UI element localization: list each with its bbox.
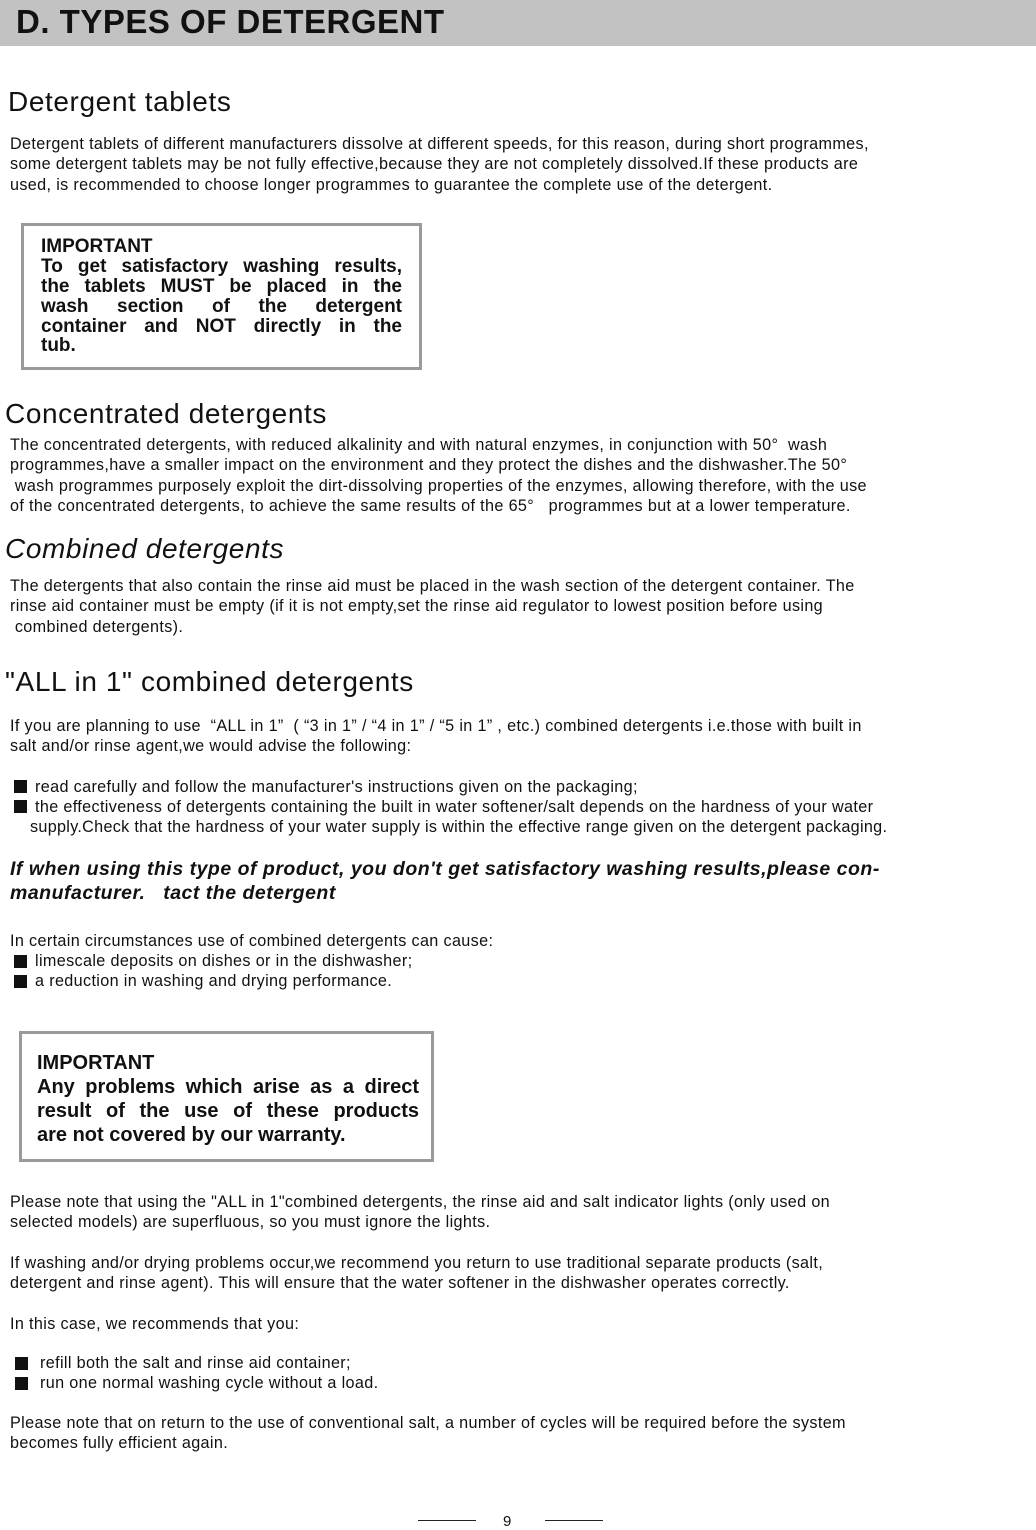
text-line: The concentrated detergents, with reduced alkalinity and with natural enzymes, in conjunction with 50° wash [10,436,828,454]
text-line: wash programmes purposely exploit the dirt-dissolving properties of the enzymes, allowing therefore, with the use [10,476,867,495]
important-line: To get satisfactory washing results, [41,256,402,277]
warning-line: If when using this type of product, you don't get satisfactory washing results,please con- [10,858,880,880]
important-line: Any problems which arise as a direct [37,1076,419,1098]
important-line: result of the use of these products [37,1100,419,1122]
combined-paragraph [10,576,855,637]
bullet-square-icon [14,780,27,793]
heading-concentrated-detergents: Concentrated detergents [5,398,328,429]
footer-rule-left [418,1520,476,1521]
tablets-paragraph [10,134,869,195]
important-line: are not covered by our warranty. [37,1124,346,1146]
bullet-item: limescale deposits on dishes or in the dishwasher; [35,952,413,970]
important-line: the tablets MUST be placed in the [41,276,402,297]
text-line: of the concentrated detergents, to achieve the same results of the 65° programmes but at a lower temperature. [10,496,851,515]
text-line: becomes fully efficient again. [10,1434,229,1453]
text-line: Please note that on return to the use of conventional salt, a number of cycles will be required before the system [10,1414,846,1432]
heading-detergent-tablets: Detergent tablets [8,86,232,117]
text-line: programmes,have a smaller impact on the environment and they protect the dishes and the dishwasher.The 50° [10,456,848,475]
note-washing-problems [10,1253,823,1294]
important-box-warranty [19,1031,434,1162]
circumstances-intro: In certain circumstances use of combined detergents can cause: [10,932,494,950]
bullet-continuation: supply.Check that the hardness of your water supply is within the effective range given on the detergent packaging. [30,818,888,836]
text-line: salt and/or rinse agent,we would advise the following: [10,737,412,756]
page-number: 9 [503,1513,512,1530]
text-line: selected models) are superfluous, so you must ignore the lights. [10,1213,491,1232]
footer-rule-right [545,1520,603,1521]
page-title: D. TYPES OF DETERGENT [16,3,445,40]
text-line: detergent and rinse agent). This will ensure that the water softener in the dishwasher operates correctly. [10,1274,790,1293]
heading-combined-detergents: Combined detergents [5,533,285,564]
text-line: rinse aid container must be empty (if it is not empty,set the rinse aid regulator to lowest position before using [10,597,824,616]
note-indicator-lights [10,1192,830,1233]
text-line: The detergents that also contain the rinse aid must be placed in the wash section of the detergent container. The [10,577,855,595]
bullet-square-icon [15,1377,28,1390]
warning-line: manufacturer. tact the detergent [10,882,336,904]
bullet-square-icon [14,800,27,813]
text-line: Please note that using the "ALL in 1"combined detergents, the rinse aid and salt indicator lights (only used on [10,1193,831,1211]
bullet-square-icon [15,1357,28,1370]
recommend-intro: In this case, we recommends that you: [10,1315,300,1333]
heading-all-in-one: "ALL in 1" combined detergents [5,666,414,697]
warning-text [10,857,880,905]
bullet-item: read carefully and follow the manufacturer's instructions given on the packaging; [35,778,638,796]
important-title: IMPORTANT [41,236,153,257]
text-line: some detergent tablets may be not fully effective,because they are not completely dissolved.If these products are [10,155,859,174]
important-line: wash section of the detergent [41,296,402,317]
note-conventional-salt [10,1413,846,1454]
important-box-tablets [21,223,422,370]
important-line: container and NOT directly in the [41,316,402,337]
header-bar [0,0,1036,46]
text-line: If you are planning to use “ALL in 1” ( “3 in 1” / “4 in 1” / “5 in 1” , etc.) combined detergents i.e.those with built in [10,717,862,735]
bullet-item: a reduction in washing and drying performance. [35,972,393,990]
bullet-square-icon [14,975,27,988]
important-line: tub. [41,335,76,356]
bullet-square-icon [14,955,27,968]
text-line: used, is recommended to choose longer programmes to guarantee the complete use of the detergent. [10,175,773,194]
important-title: IMPORTANT [37,1052,155,1074]
bullet-item: the effectiveness of detergents containing the built in water softener/salt depends on the hardness of your water [35,798,874,816]
bullet-item: run one normal washing cycle without a load. [40,1374,379,1392]
text-line: combined detergents). [10,617,184,636]
text-line: If washing and/or drying problems occur,we recommend you return to use traditional separate products (salt, [10,1254,824,1272]
all-in-one-intro [10,716,862,757]
text-line: Detergent tablets of different manufacturers dissolve at different speeds, for this reason, during short programmes, [10,135,869,153]
bullet-item: refill both the salt and rinse aid container; [40,1354,351,1372]
concentrated-paragraph [10,435,867,516]
